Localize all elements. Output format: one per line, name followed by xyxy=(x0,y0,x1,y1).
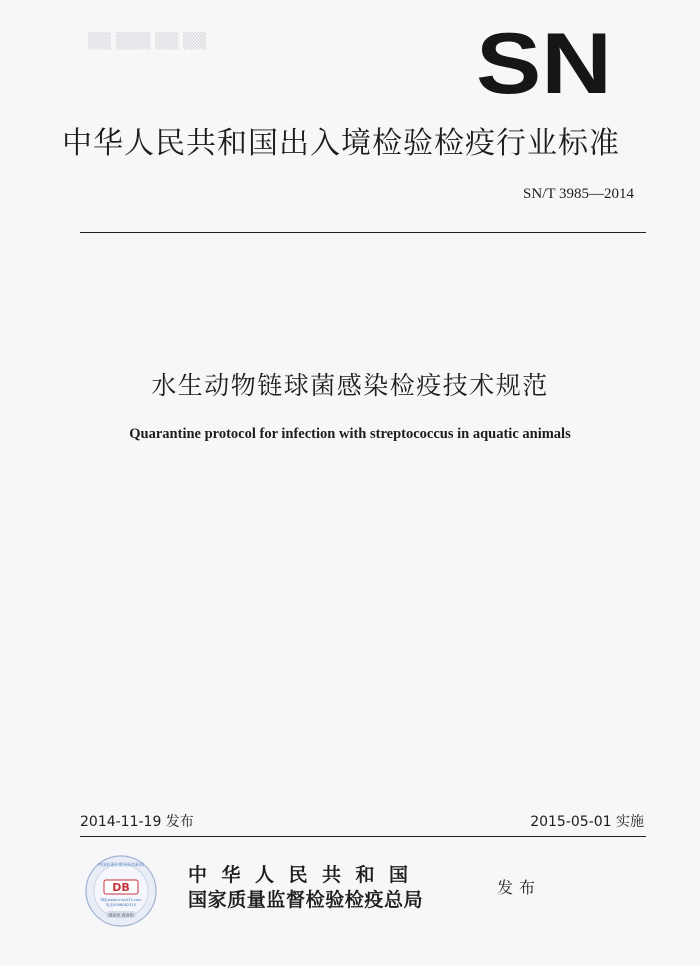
bottom-divider xyxy=(80,836,646,837)
sn-logo-text: SN xyxy=(476,27,612,99)
anti-counterfeit-seal xyxy=(84,854,158,928)
sn-logo xyxy=(474,27,614,99)
issuer-country: 中华人民共和国 xyxy=(188,864,423,886)
seal-graphic xyxy=(84,854,158,928)
top-divider xyxy=(80,232,646,233)
standard-number: SN/T 3985—2014 xyxy=(523,186,634,202)
seal-website: 网址www.cnhs315.com xyxy=(100,898,142,902)
seal-ring-text: 中国标准出版社防伪标识 xyxy=(97,862,145,867)
seal-center-text: DB xyxy=(112,881,130,894)
standard-category: 中华人民共和国出入境检验检疫行业标准 xyxy=(62,126,620,161)
implementation-date: 2015-05-01 实施 xyxy=(530,814,644,830)
seal-phone: 电话4006082315 xyxy=(105,903,137,907)
issue-action: 发布 xyxy=(497,878,542,897)
sn-logo-graphic xyxy=(474,27,614,99)
title-english: Quarantine protocol for infection with streptococcus in aquatic animals xyxy=(129,426,571,442)
issuer-agency: 国家质量监督检验检疫总局 xyxy=(188,889,424,911)
issue-date: 2014-11-19 发布 xyxy=(80,814,194,830)
faint-watermark: ▒▒ ▒▒▒ ▒▒ ▒▒ xyxy=(88,32,207,50)
title-chinese: 水生动物链球菌感染检疫技术规范 xyxy=(151,371,549,400)
seal-scratch-text: 刮涂层 查真伪 xyxy=(108,912,134,918)
